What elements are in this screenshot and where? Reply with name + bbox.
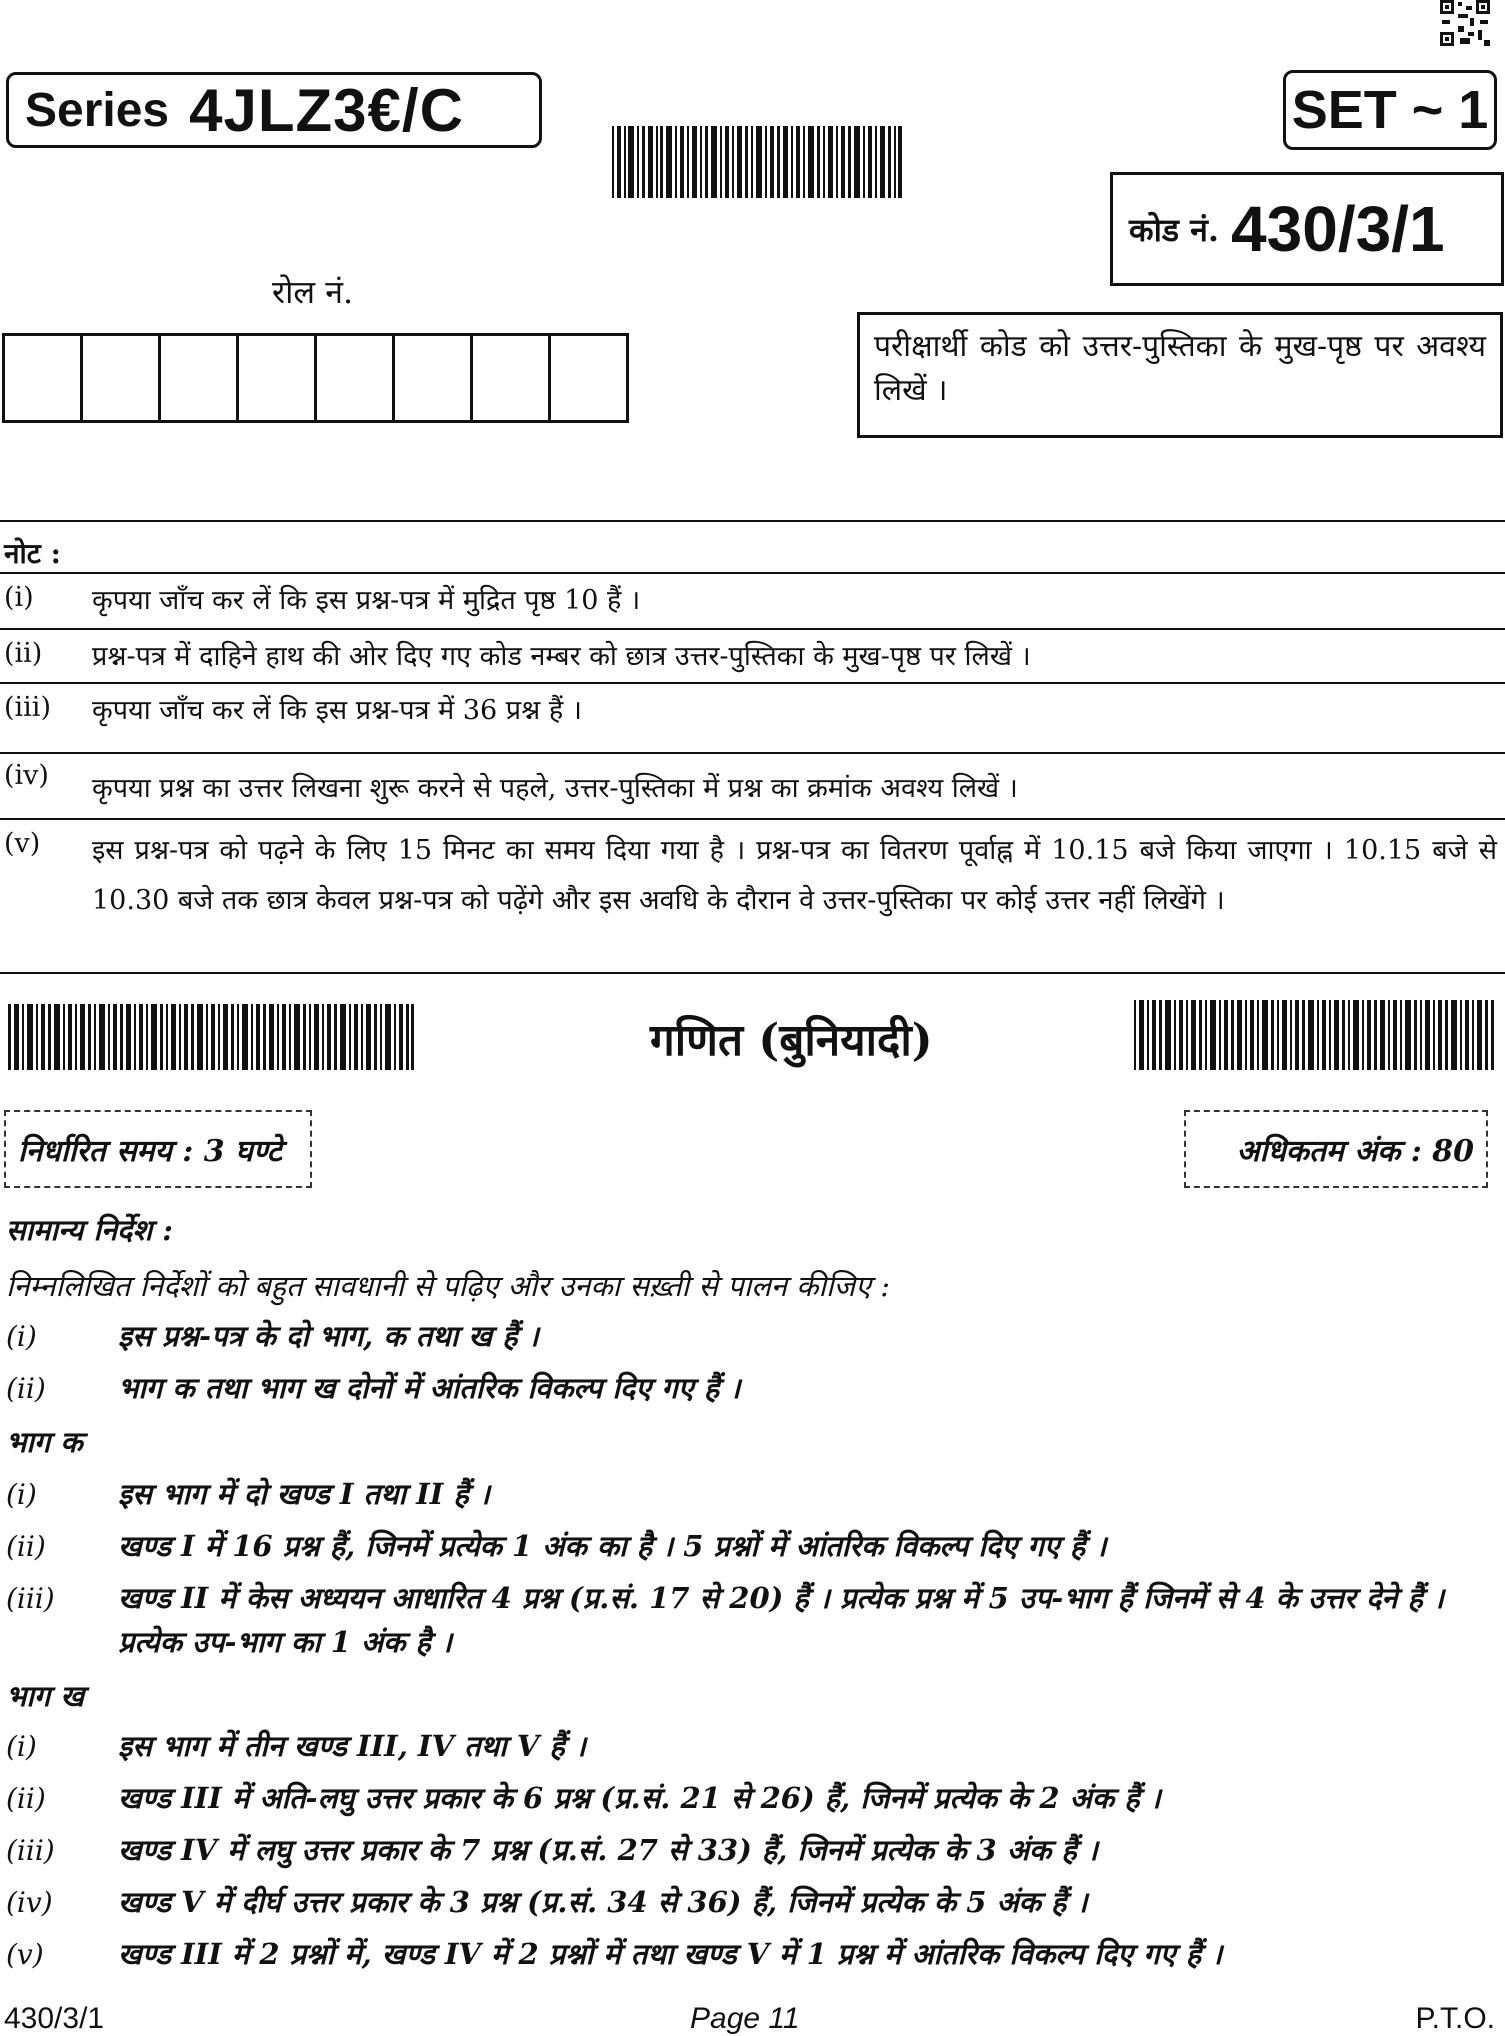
item-text: इस भाग में तीन खण्ड III, IV तथा V हैं । <box>118 1729 586 1763</box>
item-text: खण्ड V में दीर्घ उत्तर प्रकार के 3 प्रश्न (प्र.सं. 34 से 36) हैं, जिनमें प्रत्येक के 5 अंक हैं । <box>118 1885 1088 1919</box>
code-box <box>1110 172 1504 286</box>
item-num: (ii) <box>6 1372 46 1405</box>
item-num: (i) <box>6 1478 37 1511</box>
series-label: Series <box>25 83 170 137</box>
item-num: (i) <box>6 1730 37 1763</box>
code-label: कोड नं. <box>1129 210 1220 249</box>
part-b-heading: भाग ख <box>6 1679 85 1713</box>
item-text: खण्ड III में 2 प्रश्नों में, खण्ड IV में 2 प्रश्नों में तथा खण्ड V में 1 प्रश्न में आंतरिक विकल्प दिए गए हैं । <box>118 1937 1223 1971</box>
divider <box>0 572 1505 574</box>
note-label: नोट : <box>4 537 61 570</box>
general-heading: सामान्य निर्देश : <box>6 1213 173 1247</box>
footer-page: Page 11 <box>690 2002 800 2035</box>
note-item <box>0 576 1505 626</box>
divider <box>0 818 1505 820</box>
roll-box[interactable] <box>395 336 473 420</box>
max-marks: अधिकतम अंक : 80 <box>1184 1110 1488 1188</box>
item-text: इस भाग में दो खण्ड I तथा II हैं । <box>118 1477 490 1511</box>
item-num: (iii) <box>6 1582 55 1615</box>
item-num: (ii) <box>6 1782 46 1815</box>
item-text: खण्ड I में 16 प्रश्न हैं, जिनमें प्रत्येक 1 अंक का है । 5 प्रश्नों में आंतरिक विकल्प दिए गए हैं । <box>118 1529 1107 1563</box>
time-allowed: निर्धारित समय : 3 घण्टे <box>4 1110 312 1188</box>
item-text: खण्ड III में अति-लघु उत्तर प्रकार के 6 प्रश्न (प्र.सं. 21 से 26) हैं, जिनमें प्रत्येक के 2 अंक हैं । <box>118 1781 1161 1815</box>
qr-code <box>1440 0 1490 46</box>
note-num: (ii) <box>4 638 43 669</box>
item-num: (ii) <box>6 1530 46 1563</box>
barcode-top <box>612 126 902 202</box>
note-text: इस प्रश्न-पत्र को पढ़ने के लिए 15 मिनट का समय दिया गया है । प्रश्न-पत्र का वितरण पूर्वाह्न में 10.15 बजे किया जाएगा । 10.15 बजे से 10.30 बजे तक छात्र केवल प्रश्न-पत्र को पढ़ेंगे और इस अवधि के दौरान वे उत्तर-पुस्तिका पर कोई उत्तर नहीं लिखेंगे । <box>92 835 1497 916</box>
note-item <box>0 822 1505 972</box>
item-text: इस प्रश्न-पत्र के दो भाग, क तथा ख हैं । <box>118 1319 539 1353</box>
note-item <box>0 756 1505 816</box>
note-text: कृपया जाँच कर लें कि इस प्रश्न-पत्र में मुद्रित पृष्ठ 10 हैं । <box>92 585 641 616</box>
note-text: कृपया जाँच कर लें कि इस प्रश्न-पत्र में 36 प्रश्न हैं । <box>92 695 582 726</box>
note-num: (v) <box>4 828 41 859</box>
roll-box[interactable] <box>83 336 161 420</box>
series-code: 4JLZ3€/C <box>189 76 464 144</box>
divider <box>0 682 1505 684</box>
item-num: (i) <box>6 1320 37 1353</box>
roll-box[interactable] <box>5 336 83 420</box>
roll-box[interactable] <box>239 336 317 420</box>
roll-box[interactable] <box>473 336 551 420</box>
roll-box[interactable] <box>551 336 626 420</box>
item-text: खण्ड IV में लघु उत्तर प्रकार के 7 प्रश्न (प्र.सं. 27 से 33) हैं, जिनमें प्रत्येक के 3 अंक हैं । <box>118 1833 1098 1867</box>
general-intro: निम्नलिखित निर्देशों को बहुत सावधानी से पढ़िए और उनका सख़्ती से पालन कीजिए : <box>6 1269 891 1303</box>
note-text: प्रश्न-पत्र में दाहिने हाथ की ओर दिए गए कोड नम्बर को छात्र उत्तर-पुस्तिका के मुख-पृष्ठ पर लिखें । <box>92 641 1031 672</box>
set-box: SET ~ 1 <box>1283 70 1497 150</box>
item-num: (iii) <box>6 1834 55 1867</box>
item-text: खण्ड II में केस अध्ययन आधारित 4 प्रश्न (प्र.सं. 17 से 20) हैं । प्रत्येक प्रश्न में 5 उप-भाग हैं जिनमें से 4 के उत्तर देने हैं । प्रत्येक उप-भाग का 1 अंक है । <box>118 1581 1445 1659</box>
note-num: (i) <box>4 582 34 613</box>
item-text: भाग क तथा भाग ख दोनों में आंतरिक विकल्प दिए गए हैं । <box>118 1371 741 1405</box>
candidate-instruction-box: परीक्षार्थी कोड को उत्तर-पुस्तिका के मुख-पृष्ठ पर अवश्य लिखें । <box>857 312 1503 438</box>
note-item <box>0 632 1505 682</box>
code-value: 430/3/1 <box>1231 193 1445 265</box>
item-num: (iv) <box>6 1886 53 1919</box>
divider <box>0 628 1505 630</box>
footer-pto: P.T.O. <box>1415 2002 1495 2035</box>
roll-label: रोल नं. <box>272 273 354 311</box>
note-num: (iv) <box>4 760 49 791</box>
subject-title: गणित (बुनियादी) <box>650 1015 933 1066</box>
footer-code: 430/3/1 <box>4 2002 105 2035</box>
divider <box>0 752 1505 754</box>
series-box <box>6 72 542 148</box>
divider <box>0 520 1505 522</box>
roll-number-boxes[interactable] <box>2 333 629 423</box>
roll-box[interactable] <box>317 336 395 420</box>
item-num: (v) <box>6 1938 44 1971</box>
roll-box[interactable] <box>161 336 239 420</box>
note-text: कृपया प्रश्न का उत्तर लिखना शुरू करने से पहले, उत्तर-पुस्तिका में प्रश्न का क्रमांक अवश्य लिखें । <box>92 773 1018 804</box>
note-item <box>0 686 1505 736</box>
divider <box>0 972 1505 974</box>
barcode-right <box>1134 1000 1494 1074</box>
barcode-left <box>8 1004 414 1074</box>
note-num: (iii) <box>4 692 51 723</box>
part-a-heading: भाग क <box>6 1425 83 1459</box>
